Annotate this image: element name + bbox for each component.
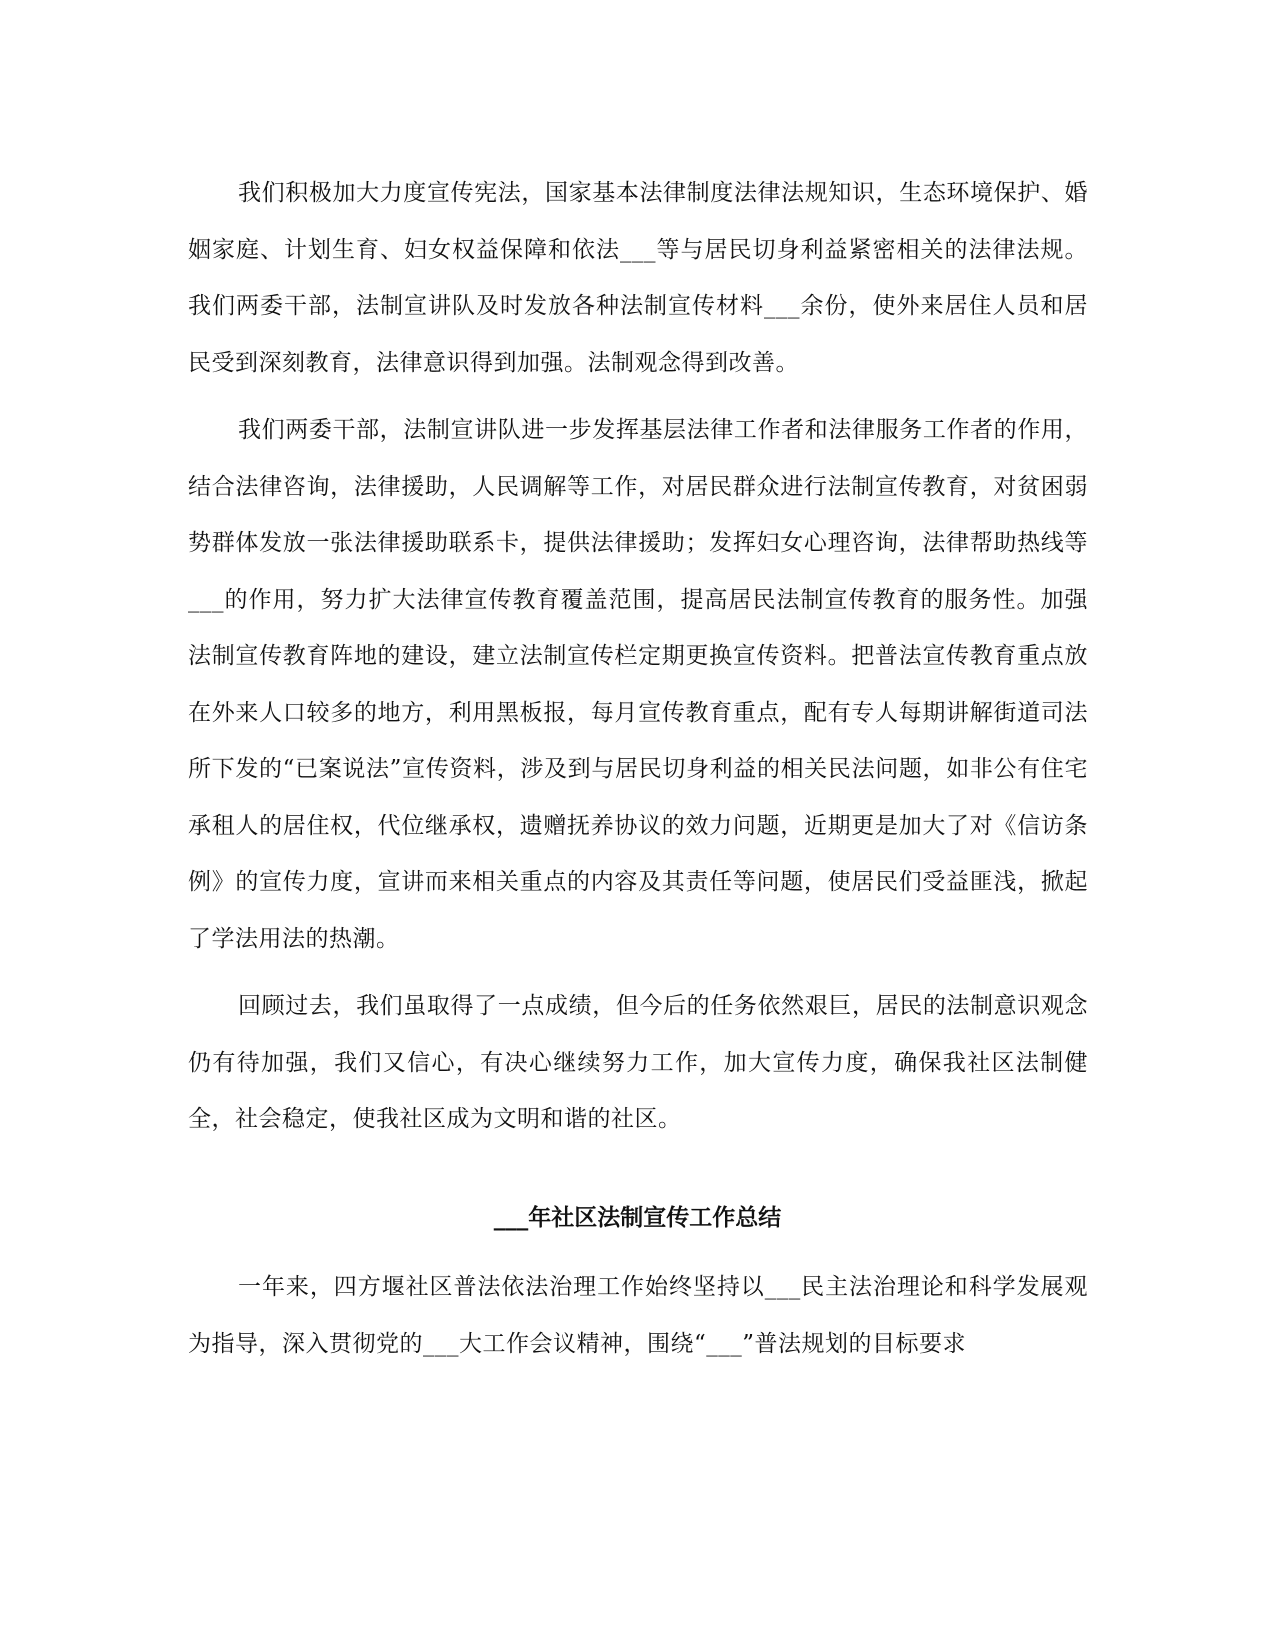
body-paragraph-1: 我们积极加大力度宣传宪法，国家基本法律制度法律法规知识，生态环境保护、婚姻家庭、计划生育、妇女权益保障和依法___等与居民切身利益紧密相关的法律法规。我们两委干部，法制宣讲队及时发放各种法制宣传材料___余份，使外来居住人员和居民受到深刻教育，法律意识得到加强。法制观念得到改善。 xyxy=(188,180,1088,376)
body-paragraph-2: 我们两委干部，法制宣讲队进一步发挥基层法律工作者和法律服务工作者的作用，结合法律咨询，法律援助，人民调解等工作，对居民群众进行法制宣传教育，对贫困弱势群体发放一张法律援助联系卡，提供法律援助；发挥妇女心理咨询，法律帮助热线等___的作用，努力扩大法律宣传教育覆盖范围，提高居民法制宣传教育的服务性。加强法制宣传教育阵地的建设，建立法制宣传栏定期更换宣传资料。把普法宣传教育重点放在外来人口较多的地方，利用黑板报，每月宣传教育重点，配有专人每期讲解街道司法所下发的“已案说法”宣传资料，涉及到与居民切身利益的相关民法问题，如非公有住宅承租人的居住权，代位继承权，遗赠抚养协议的效力问题，近期更是加大了对《信访条例》的宣传力度，宣讲而来相关重点的内容及其责任等问题，使居民们受益匪浅，掀起了学法用法的热潮。 xyxy=(188,417,1088,952)
section-paragraph-1: 一年来，四方堰社区普法依法治理工作始终坚持以___民主法治理论和科学发展观为指导，深入贯彻党的___大工作会议精神，围绕“___”普法规划的目标要求 xyxy=(188,1274,1088,1357)
body-paragraph-3: 回顾过去，我们虽取得了一点成绩，但今后的任务依然艰巨，居民的法制意识观念仍有待加强，我们又信心，有决心继续努力工作，加大宣传力度，确保我社区法制健全，社会稳定，使我社区成为文明和谐的社区。 xyxy=(188,993,1088,1132)
section-title: ___年社区法制宣传工作总结 xyxy=(493,1205,782,1231)
